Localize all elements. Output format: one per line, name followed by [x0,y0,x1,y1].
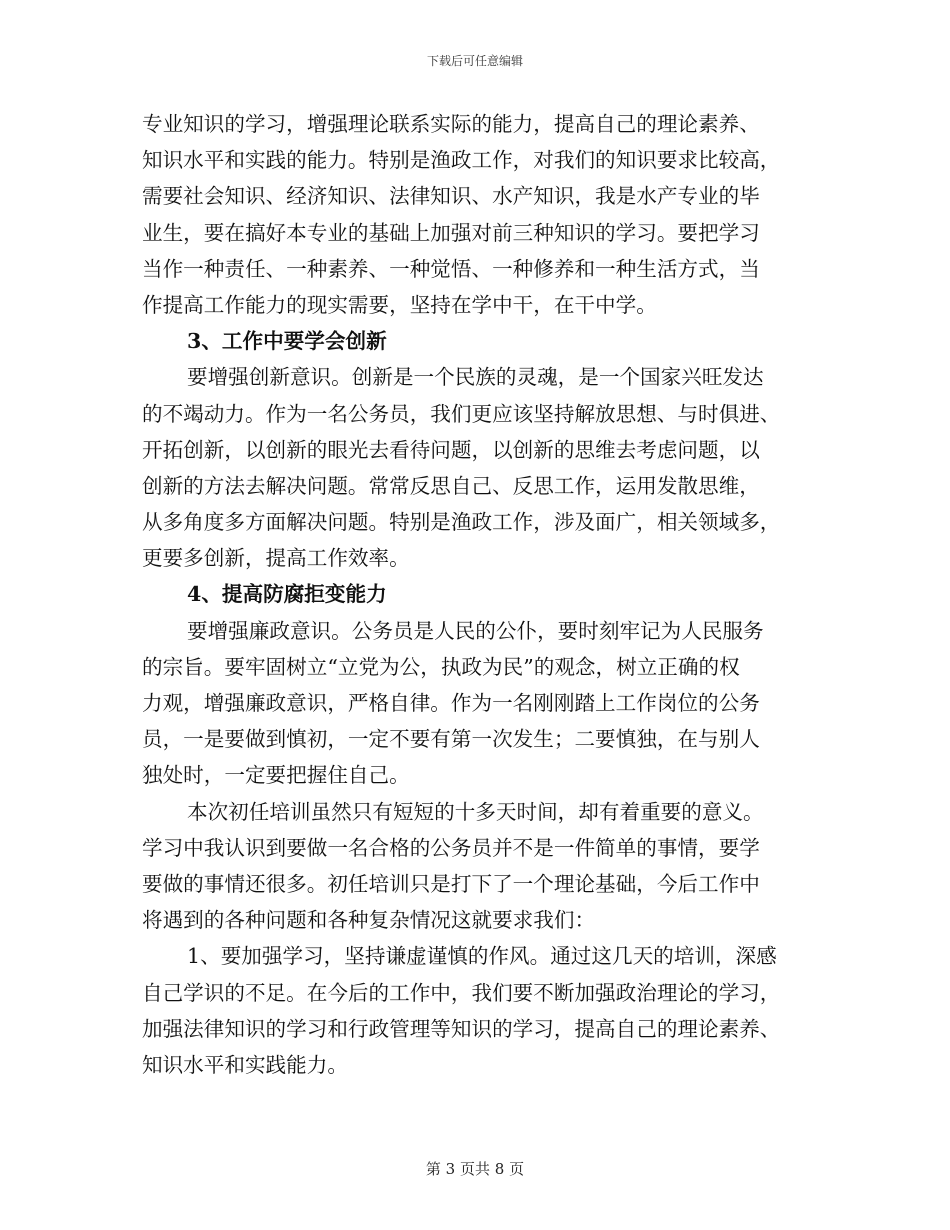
body-line: 学习中我认识到要做一名合格的公务员并不是一件简单的事情，要学 [142,835,760,860]
page-number-footer: 第 3 页共 8 页 [425,1160,525,1178]
body-line: 需要社会知识、经济知识、法律知识、水产知识，我是水产专业的毕 [142,184,760,209]
body-line: 专业知识的学习，增强理论联系实际的能力，提高自己的理论素养、 [142,112,760,136]
body-line: 自己学识的不足。在今后的工作中，我们要不断加强政治理论的学习， [142,980,781,1005]
body-line: 业生，要在搞好本专业的基础上加强对前三种知识的学习。要把学习 [142,220,760,245]
body-line: 员，一是要做到慎初，一定不要有第一次发生；二要慎独，在与别人 [142,727,760,752]
body-line: 更要多创新，提高工作效率。 [142,546,410,571]
body-line: 加强法律知识的学习和行政管理等知识的学习，提高自己的理论素养、 [142,1016,781,1041]
body-line: 将遇到的各种问题和各种复杂情况这就要求我们： [142,908,596,933]
body-line: 从多角度多方面解决问题。特别是渔政工作，涉及面广，相关领域多， [142,510,781,535]
document-body [142,106,810,1083]
body-line: 要做的事情还很多。初任培训只是打下了一个理论基础，今后工作中 [142,871,760,896]
section-heading: 4、提高防腐拒变能力 [187,582,387,607]
paragraph-first-line: 要增强廉政意识。公务员是人民的公仆，要时刻牢记为人民服务 [187,618,764,643]
paragraph-first-line: 要增强创新意识。创新是一个民族的灵魂，是一个国家兴旺发达 [187,365,764,390]
body-line: 知识水平和实践的能力。特别是渔政工作，对我们的知识要求比较高， [142,148,781,173]
body-line: 当作一种责任、一种素养、一种觉悟、一种修养和一种生活方式，当 [142,256,760,281]
paragraph-first-line: 本次初任培训虽然只有短短的十多天时间，却有着重要的意义。 [187,799,764,824]
body-line: 的宗旨。要牢固树立“立党为公，执政为民”的观念，树立正确的权 [142,654,740,679]
body-line: 创新的方法去解决问题。常常反思自己、反思工作，运用发散思维， [142,473,760,498]
body-line: 知识水平和实践能力。 [142,1052,348,1077]
paragraph-first-line: 1、要加强学习，坚持谦虚谨慎的作风。通过这几天的培训，深感 [187,944,777,969]
page-header: 下载后可任意编辑 [426,54,523,68]
body-line: 力观，增强廉政意识，严格自律。作为一名刚刚踏上工作岗位的公务 [142,691,760,715]
body-line: 开拓创新，以创新的眼光去看待问题，以创新的思维去考虑问题，以 [142,437,760,462]
body-line: 独处时，一定要把握住自己。 [142,763,410,788]
body-line: 作提高工作能力的现实需要，坚持在学中干，在干中学。 [142,292,657,317]
section-heading: 3、工作中要学会创新 [187,329,387,354]
body-line: 的不竭动力。作为一名公务员，我们更应该坚持解放思想、与时俱进、 [142,401,781,426]
